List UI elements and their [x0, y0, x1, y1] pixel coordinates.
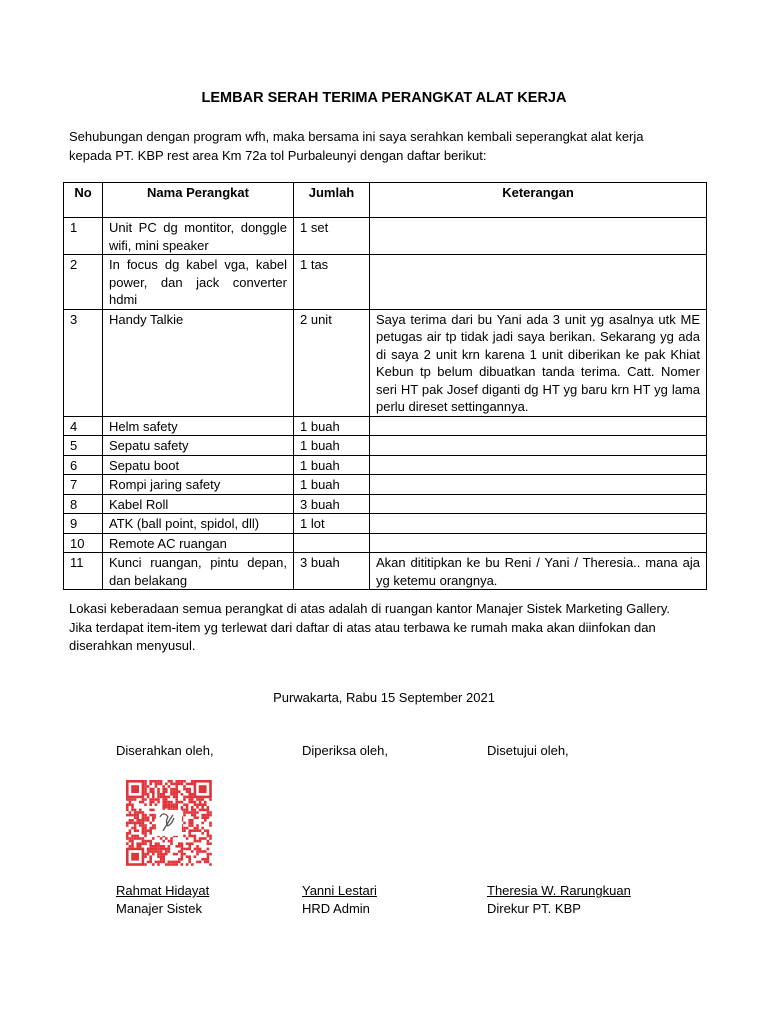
- cell-qty: 1 tas: [294, 255, 370, 310]
- closing-paragraph: Lokasi keberadaan semua perangkat di atas adalah di ruangan kantor Manajer Sistek Marketing Gallery. Jika terdapat item-item yg terlewat dari daftar di atas atau terbawa ke rumah maka akan diinfokan dan diserahkan menyusul.: [69, 601, 670, 653]
- signature-block-approve: [487, 743, 631, 916]
- cell-note: [370, 514, 707, 534]
- header-note: Keterangan: [370, 183, 707, 218]
- cell-name: Unit PC dg montitor, donggle wifi, mini speaker: [103, 218, 294, 255]
- signatory-position: Manajer Sistek: [116, 901, 202, 916]
- cell-name: Remote AC ruangan: [103, 533, 294, 553]
- table-row: [64, 494, 707, 514]
- cell-note: [370, 455, 707, 475]
- table-row: [64, 309, 707, 416]
- signatory-position: Direkur PT. KBP: [487, 901, 581, 916]
- cell-no: 2: [64, 255, 103, 310]
- cell-no: 4: [64, 416, 103, 436]
- table-row: [64, 533, 707, 553]
- cell-qty: 1 buah: [294, 416, 370, 436]
- header-qty: Jumlah: [294, 183, 370, 218]
- cell-no: 8: [64, 494, 103, 514]
- cell-qty: 3 buah: [294, 494, 370, 514]
- cell-no: 5: [64, 436, 103, 456]
- cell-note: [370, 218, 707, 255]
- cell-name: Sepatu boot: [103, 455, 294, 475]
- signatory-position: HRD Admin: [302, 901, 370, 916]
- cell-name: Helm safety: [103, 416, 294, 436]
- table-row: [64, 475, 707, 495]
- cell-name: Rompi jaring safety: [103, 475, 294, 495]
- cell-name: Kabel Roll: [103, 494, 294, 514]
- cell-qty: [294, 533, 370, 553]
- cell-note: [370, 416, 707, 436]
- signatory-name: Yanni Lestari: [302, 883, 377, 898]
- table-row: [64, 416, 707, 436]
- table-row: [64, 553, 707, 590]
- cell-no: 10: [64, 533, 103, 553]
- place-date: Purwakarta, Rabu 15 September 2021: [273, 690, 495, 705]
- cell-qty: 1 buah: [294, 436, 370, 456]
- equipment-table: [63, 182, 707, 590]
- cell-no: 3: [64, 309, 103, 416]
- signature-role: Diserahkan oleh,: [116, 743, 214, 758]
- header-name: Nama Perangkat: [103, 183, 294, 218]
- cell-note: [370, 475, 707, 495]
- signature-block-handover: [116, 743, 214, 916]
- table-row: [64, 218, 707, 255]
- table-row: [64, 455, 707, 475]
- cell-note: [370, 436, 707, 456]
- signatory-name: Rahmat Hidayat: [116, 883, 210, 898]
- signatory-name: Theresia W. Rarungkuan: [487, 883, 631, 898]
- cell-name: In focus dg kabel vga, kabel power, dan jack converter hdmi: [103, 255, 294, 310]
- cell-no: 7: [64, 475, 103, 495]
- cell-qty: 1 buah: [294, 455, 370, 475]
- cell-name: Sepatu safety: [103, 436, 294, 456]
- signature-role: Disetujui oleh,: [487, 743, 569, 758]
- cell-name: Handy Talkie: [103, 309, 294, 416]
- cell-name: ATK (ball point, spidol, dll): [103, 514, 294, 534]
- qr-code-signature: [118, 780, 222, 866]
- cell-no: 1: [64, 218, 103, 255]
- cell-no: 11: [64, 553, 103, 590]
- table-header-row: [64, 183, 707, 218]
- table-row: [64, 514, 707, 534]
- cell-note: Akan dititipkan ke bu Reni / Yani / Theresia.. mana aja yg ketemu orangnya.: [370, 553, 707, 590]
- cell-no: 6: [64, 455, 103, 475]
- cell-note: [370, 494, 707, 514]
- cell-no: 9: [64, 514, 103, 534]
- signature-block-check: [302, 743, 388, 916]
- cell-qty: 1 lot: [294, 514, 370, 534]
- intro-paragraph: Sehubungan dengan program wfh, maka bersama ini saya serahkan kembali seperangkat alat kerja kepada PT. KBP rest area Km 72a tol Purbaleunyi dengan daftar berikut:: [69, 129, 644, 163]
- cell-qty: 1 buah: [294, 475, 370, 495]
- cell-qty: 1 set: [294, 218, 370, 255]
- table-row: [64, 255, 707, 310]
- cell-note: [370, 255, 707, 310]
- header-no: No: [64, 183, 103, 218]
- cell-note: [370, 533, 707, 553]
- cell-qty: 2 unit: [294, 309, 370, 416]
- signature-role: Diperiksa oleh,: [302, 743, 388, 758]
- document-title: LEMBAR SERAH TERIMA PERANGKAT ALAT KERJA: [201, 90, 567, 106]
- cell-qty: 3 buah: [294, 553, 370, 590]
- table-row: [64, 436, 707, 456]
- cell-name: Kunci ruangan, pintu depan, dan belakang: [103, 553, 294, 590]
- cell-note: Saya terima dari bu Yani ada 3 unit yg asalnya utk ME petugas air tp tidak jadi saya berikan. Sekarang yg ada di saya 2 unit krn karena 1 unit diberikan ke pak Khiat Kebun tp belum dibuatkan tanda terima. Catt. Nomer seri HT pak Josef diganti dg HT yg baru krn HT yg lama perlu direset settingannya.: [370, 309, 707, 416]
